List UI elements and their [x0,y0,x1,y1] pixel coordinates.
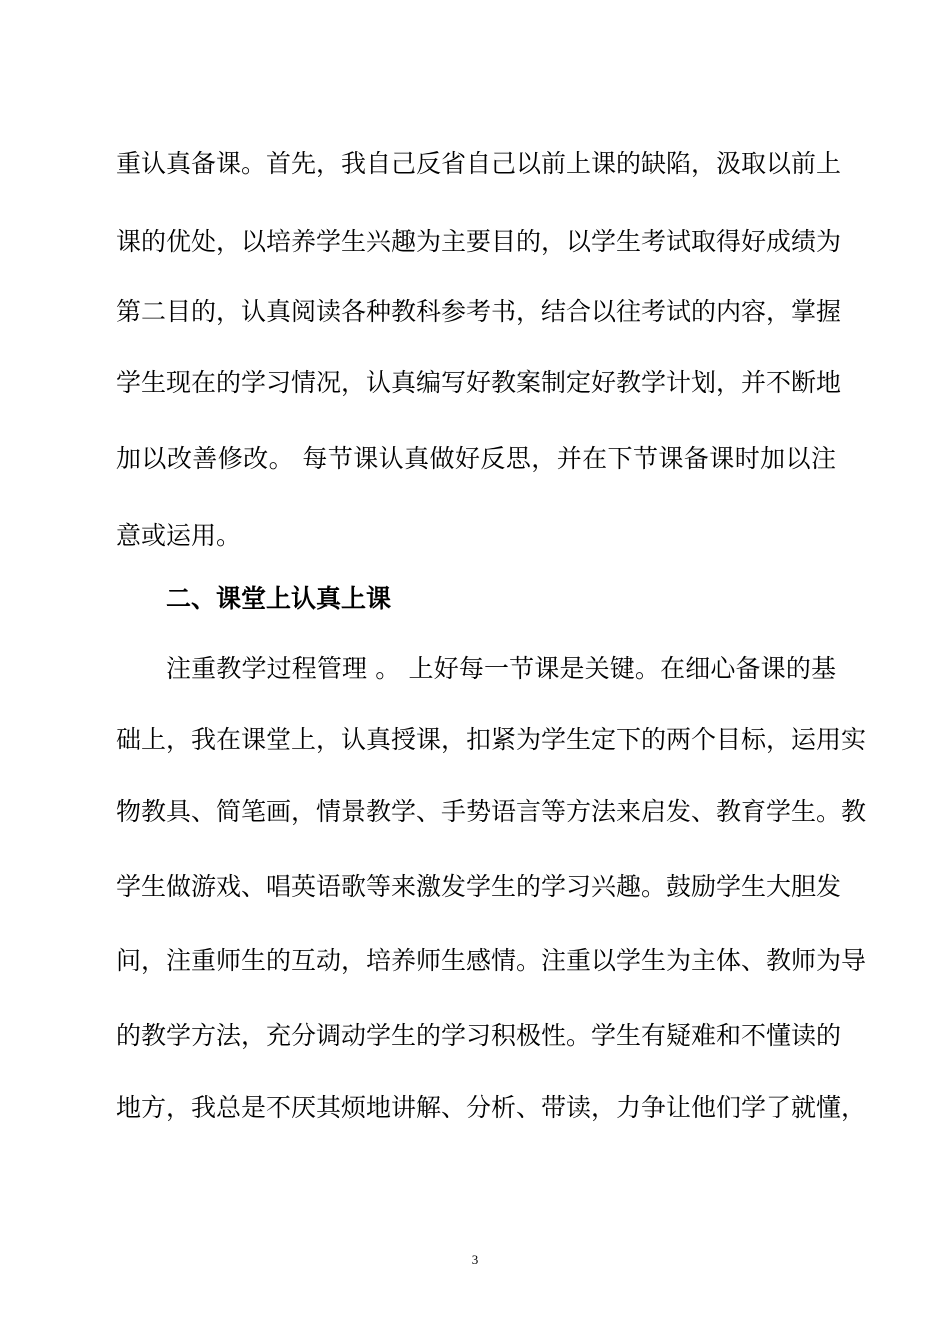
paragraph-1-line-3: 第二目的，认真阅读各种教科参考书，结合以往考试的内容，掌握 [116,297,842,326]
paragraph-2-line-2: 础上，我在课堂上，认真授课，扣紧为学生定下的两个目标，运用实 [116,725,867,754]
paragraph-2-line-4: 学生做游戏、唱英语歌等来激发学生的学习兴趣。鼓励学生大胆发 [116,872,842,901]
paragraph-1-line-1: 重认真备课。首先，我自己反省自己以前上课的缺陷，汲取以前上 [116,149,842,178]
paragraph-2-line-1: 注重教学过程管理 。 上好每一节课是关键。在细心备课的基 [166,654,836,683]
page-number: 3 [471,1252,479,1267]
paragraph-1-line-4: 学生现在的学习情况，认真编写好教案制定好教学计划，并不断地 [116,368,842,397]
paragraph-2-line-3: 物教具、简笔画，情景教学、手势语言等方法来启发、教育学生。教 [116,797,867,826]
paragraph-2-line-7: 地方，我总是不厌其烦地讲解、分析、带读，力争让他们学了就懂， [116,1093,867,1122]
section-heading: 二、课堂上认真上课 [166,584,392,613]
paragraph-1-line-6: 意或运用。 [116,521,242,550]
paragraph-1-line-5: 加以改善修改。 每节课认真做好反思，并在下节课备课时加以注 [116,444,836,473]
paragraph-1-line-2: 课的优处，以培养学生兴趣为主要目的，以学生考试取得好成绩为 [116,227,842,256]
paragraph-2-line-6: 的教学方法，充分调动学生的学习积极性。学生有疑难和不懂读的 [116,1021,842,1050]
paragraph-2-line-5: 问，注重师生的互动，培养师生感情。注重以学生为主体、教师为导 [116,946,867,975]
